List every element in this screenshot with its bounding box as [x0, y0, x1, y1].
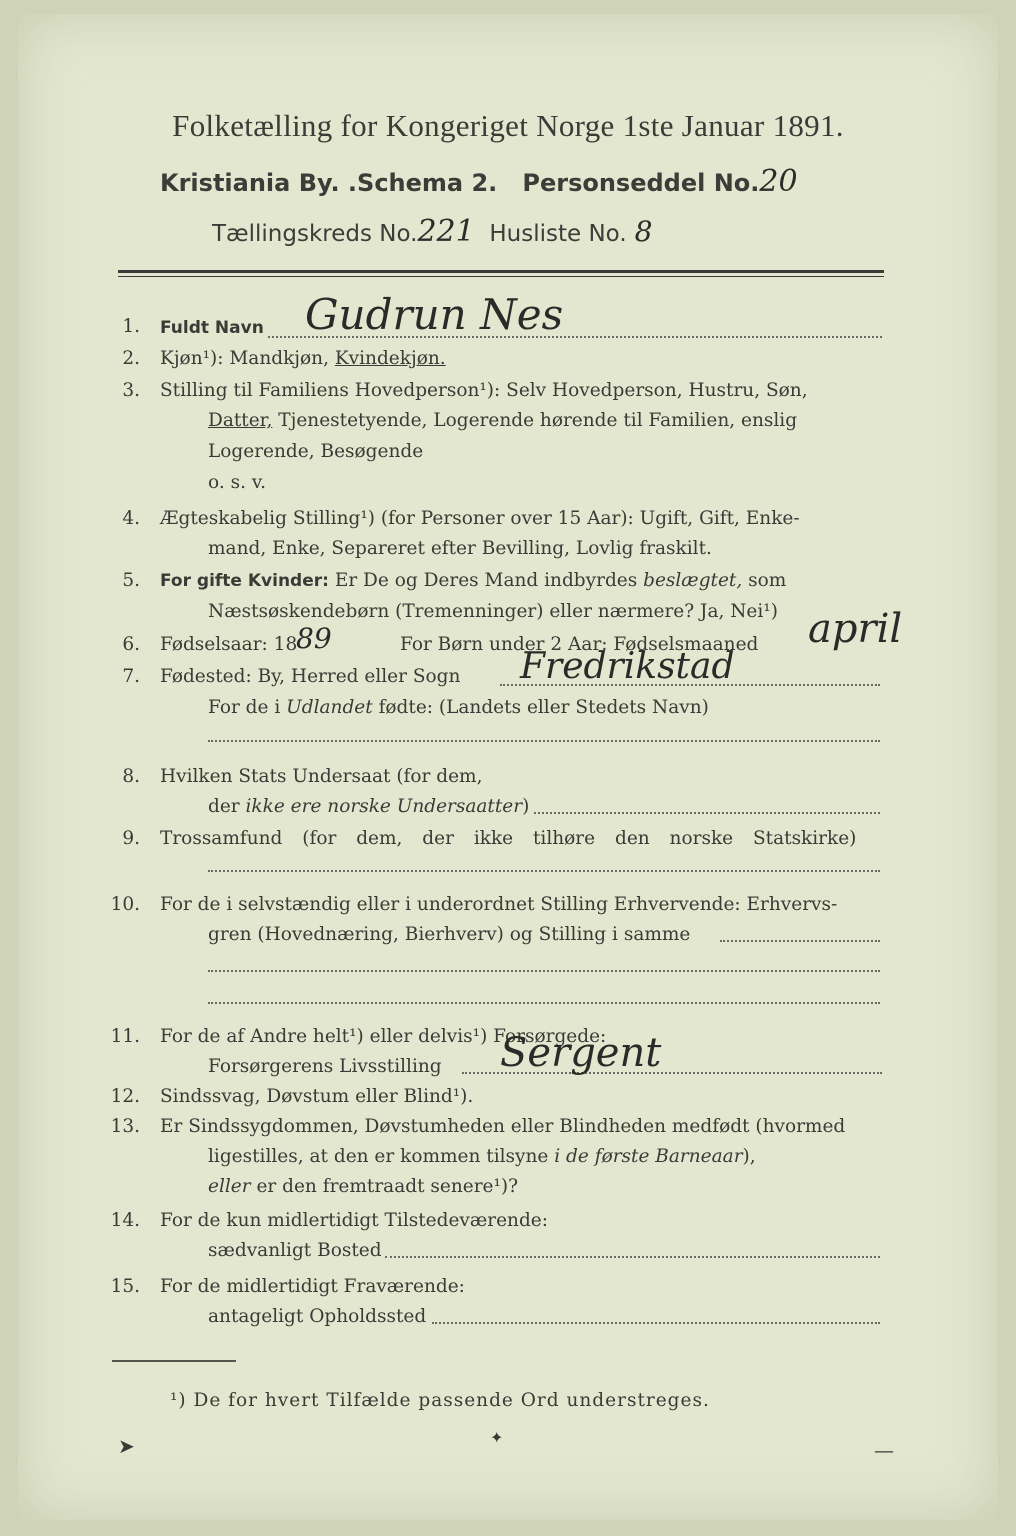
field-11-label: For de af Andre helt¹) eller delvis¹) Forsørgede:	[160, 1026, 607, 1047]
field-3-label: Stilling til Familiens Hovedperson¹): Selv Hovedperson, Hustru, Søn,	[160, 380, 808, 401]
field-14-line2: sædvanligt Bosted	[208, 1240, 382, 1261]
field-10-dots2	[208, 970, 880, 972]
kreds-value: 221	[417, 214, 475, 249]
form-title: Folketælling for Kongeriget Norge 1ste Januar 1891.	[172, 108, 844, 143]
field-8-dots	[534, 812, 880, 814]
field-8-label: Hvilken Stats Undersaat (for dem,	[160, 766, 483, 787]
field-1-number: 1.	[122, 316, 140, 337]
field-12-label: Sindssvag, Døvstum eller Blind¹).	[160, 1086, 474, 1107]
field-3-line3: Logerende, Besøgende	[208, 441, 424, 462]
field-6-label: Fødselsaar: 18	[160, 634, 298, 655]
field-4-number: 4.	[122, 508, 140, 529]
field-15-line2: antageligt Opholdssted	[208, 1306, 427, 1327]
field-10-dots1	[720, 940, 880, 942]
field-2-label: Kjøn¹): Mandkjøn,	[160, 348, 329, 369]
field-7-dots2	[208, 740, 880, 742]
field-3-line2: Datter, Tjenestetyende, Logerende hørende til Familien, enslig	[208, 410, 798, 431]
footnote-rule	[112, 1360, 236, 1362]
field-11-value: Sergent	[500, 1030, 662, 1076]
field-5-line2: Næstsøskendebørn (Tremenninger) eller nærmere? Ja, Nei¹)	[208, 601, 778, 622]
field-7-value: Fredrikstad	[520, 646, 735, 687]
field-4-line2: mand, Enke, Separeret efter Bevilling, Lovlig fraskilt.	[208, 538, 712, 559]
city-schema: Kristiania By. .Schema 2.	[160, 169, 498, 197]
field-5-number: 5.	[122, 570, 140, 591]
field-13-line3: eller er den fremtraadt senere¹)?	[208, 1176, 519, 1197]
field-10-number: 10.	[110, 894, 140, 915]
field-10-line2: gren (Hovednæring, Bierhverv) og Stilling i samme	[208, 924, 691, 945]
husliste-label: Husliste No.	[489, 221, 627, 247]
schema-line	[160, 164, 798, 199]
field-1-label: Fuldt Navn	[160, 318, 264, 338]
field-3-number: 3.	[122, 380, 140, 401]
field-6-year: 89	[296, 622, 332, 655]
husliste-value: 8	[634, 215, 653, 248]
field-6-number: 6.	[122, 634, 140, 655]
field-2-option: Kvindekjøn.	[334, 348, 446, 369]
personseddel-value: 20	[759, 164, 798, 199]
field-13-number: 13.	[110, 1116, 140, 1137]
field-6-month: april	[808, 606, 903, 652]
field-1-value: Gudrun Nes	[305, 290, 564, 339]
field-2-number: 2.	[122, 348, 140, 369]
personseddel-label: Personseddel No.	[522, 169, 760, 197]
field-9-dots	[208, 870, 880, 872]
field-12-number: 12.	[110, 1086, 140, 1107]
field-9-number: 9.	[122, 828, 140, 849]
field-5-line: For gifte Kvinder: Er De og Deres Mand indbyrdes beslægtet, som	[160, 570, 787, 591]
field-7-label: Fødested: By, Herred eller Sogn	[160, 666, 461, 687]
right-mark-icon: —	[874, 1438, 894, 1462]
field-11-line2: Forsørgerens Livsstilling	[208, 1056, 442, 1077]
kreds-label: Tællingskreds No.	[212, 221, 418, 247]
field-7-line2: For de i Udlandet fødte: (Landets eller Stedets Navn)	[208, 697, 709, 718]
field-11-number: 11.	[110, 1026, 140, 1047]
field-2-line	[160, 348, 446, 369]
field-4-label: Ægteskabelig Stilling¹) (for Personer over 15 Aar): Ugift, Gift, Enke-	[160, 508, 800, 529]
field-14-dots	[385, 1256, 880, 1258]
field-8-line2: der ikke ere norske Undersaatter)	[208, 796, 530, 817]
field-3-line4: o. s. v.	[208, 472, 266, 493]
footnote: ¹) De for hvert Tilfælde passende Ord understreges.	[170, 1390, 710, 1411]
field-10-label: For de i selvstændig eller i underordnet Stilling Erhvervende: Erhvervs-	[160, 894, 838, 915]
kreds-line	[212, 214, 652, 249]
field-15-number: 15.	[110, 1276, 140, 1297]
field-7-number: 7.	[122, 666, 140, 687]
center-mark-icon: ✦	[490, 1428, 504, 1447]
header-rule-bottom	[118, 276, 884, 277]
field-15-dots	[432, 1322, 880, 1324]
header-rule-top	[118, 270, 884, 273]
field-14-label: For de kun midlertidigt Tilstedeværende:	[160, 1210, 548, 1231]
field-14-number: 14.	[110, 1210, 140, 1231]
field-10-dots3	[208, 1002, 880, 1004]
field-8-number: 8.	[122, 766, 140, 787]
field-6-mid: For Børn under 2 Aar: Fødselsmaaned	[400, 634, 759, 655]
left-arrow-mark-icon: ➤	[118, 1434, 135, 1458]
field-13-line2: ligestilles, at den er kommen tilsyne i de første Barneaar),	[208, 1146, 756, 1167]
field-9-label: Trossamfund (for dem, der ikke tilhøre den norske Statskirke)	[160, 828, 857, 849]
field-15-label: For de midlertidigt Fraværende:	[160, 1276, 465, 1297]
field-13-label: Er Sindssygdommen, Døvstumheden eller Blindheden medfødt (hvormed	[160, 1116, 846, 1137]
field-3-underlined: Datter,	[208, 410, 273, 431]
